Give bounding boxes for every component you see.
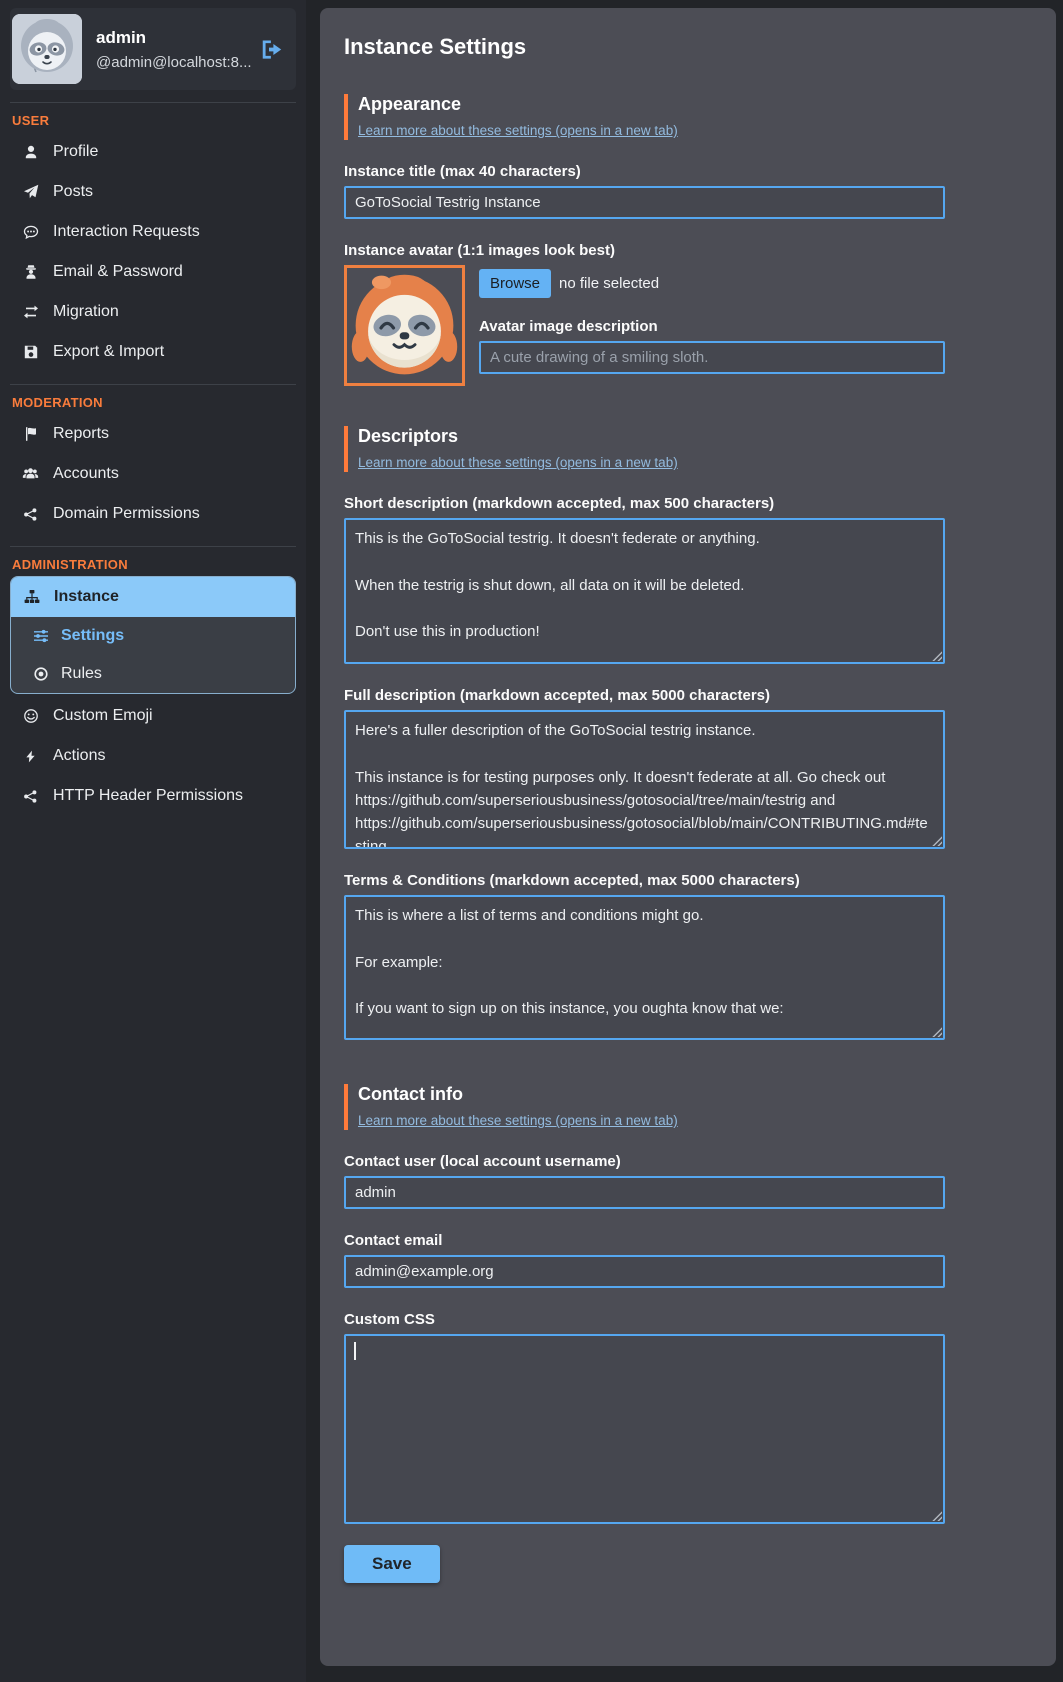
user-name: admin <box>96 27 147 47</box>
sliders-icon <box>33 628 49 644</box>
sidebar-item-label: Posts <box>53 183 94 200</box>
sidebar-item-custom-emoji[interactable] <box>10 696 296 736</box>
file-status-text: no file selected <box>559 275 660 292</box>
instance-title-input[interactable] <box>344 186 945 219</box>
field-short-description <box>344 495 945 664</box>
sidebar-item-label: Interaction Requests <box>53 223 200 240</box>
sidebar-item-profile[interactable] <box>10 132 296 172</box>
divider <box>10 384 296 385</box>
sidebar-item-rules[interactable] <box>11 655 295 693</box>
contact-email-input[interactable] <box>344 1255 945 1288</box>
share-nodes-icon <box>22 507 39 522</box>
sidebar-item-domain-permissions[interactable] <box>10 494 296 534</box>
sidebar-item-reports[interactable] <box>10 414 296 454</box>
section-appearance-title: Appearance <box>358 94 462 114</box>
sloth-avatar-orange-icon <box>347 268 462 383</box>
terms-label: Terms & Conditions (markdown accepted, max 5000 characters) <box>344 872 800 889</box>
section-title-user: USER <box>12 113 50 128</box>
sidebar-item-label: Rules <box>61 665 102 682</box>
user-handle: @admin@localhost:8... <box>96 53 252 71</box>
sidebar-item-label: Export & Import <box>53 343 165 360</box>
field-instance-avatar <box>344 242 945 386</box>
custom-css-label: Custom CSS <box>344 1311 435 1328</box>
user-avatar <box>12 14 82 84</box>
avatar-description-label: Avatar image description <box>479 318 658 335</box>
main-panel <box>320 8 1056 1666</box>
custom-css-textarea[interactable] <box>344 1334 945 1524</box>
instance-avatar-label: Instance avatar (1:1 images look best) <box>344 242 615 259</box>
section-descriptors-title: Descriptors <box>358 426 459 446</box>
sidebar-item-email-password[interactable] <box>10 252 296 292</box>
learn-more-link-contact[interactable]: Learn more about these settings (opens in a new tab) <box>358 1113 678 1128</box>
avatar-description-input[interactable] <box>479 341 945 374</box>
section-appearance <box>344 94 945 140</box>
section-contact-info-title: Contact info <box>358 1084 463 1104</box>
sidebar-item-migration[interactable] <box>10 292 296 332</box>
sidebar-item-label: Accounts <box>53 465 119 482</box>
divider <box>10 546 296 547</box>
sidebar <box>0 0 306 1682</box>
user-meta <box>96 27 252 71</box>
paper-plane-icon <box>22 184 39 200</box>
user-card[interactable] <box>10 8 296 90</box>
sidebar-item-instance[interactable] <box>11 577 295 617</box>
flag-icon <box>22 426 39 442</box>
section-descriptors <box>344 426 945 472</box>
browse-button[interactable]: Browse <box>479 269 551 298</box>
contact-email-label: Contact email <box>344 1232 443 1249</box>
short-description-label: Short description (markdown accepted, max 500 characters) <box>344 495 775 512</box>
bolt-icon <box>22 749 39 764</box>
learn-more-link-appearance[interactable]: Learn more about these settings (opens in a new tab) <box>358 123 678 138</box>
sitemap-icon <box>23 589 40 605</box>
divider <box>10 102 296 103</box>
field-terms <box>344 872 945 1040</box>
save-button[interactable]: Save <box>344 1545 440 1583</box>
circle-dot-icon <box>33 666 49 682</box>
sidebar-item-label: Settings <box>61 627 125 644</box>
sidebar-item-interaction-requests[interactable] <box>10 212 296 252</box>
sidebar-item-label: Reports <box>53 425 110 442</box>
sidebar-item-settings[interactable] <box>11 617 295 655</box>
user-icon <box>22 144 39 160</box>
instance-group <box>10 576 296 694</box>
sidebar-item-actions[interactable] <box>10 736 296 776</box>
sidebar-item-label: Domain Permissions <box>53 505 200 522</box>
full-description-textarea[interactable] <box>344 710 945 849</box>
contact-user-input[interactable] <box>344 1176 945 1209</box>
field-contact-email <box>344 1232 945 1288</box>
sidebar-item-label: Instance <box>54 588 119 605</box>
page-title: Instance Settings <box>344 34 527 59</box>
sidebar-item-label: Actions <box>53 747 106 764</box>
field-custom-css <box>344 1311 945 1524</box>
users-icon <box>22 466 39 483</box>
sidebar-item-export-import[interactable] <box>10 332 296 372</box>
sidebar-item-label: Migration <box>53 303 119 320</box>
learn-more-link-descriptors[interactable]: Learn more about these settings (opens in a new tab) <box>358 455 678 470</box>
sidebar-item-label: Custom Emoji <box>53 707 153 724</box>
section-title-moderation: MODERATION <box>12 395 103 410</box>
sloth-avatar-gray-icon <box>12 14 82 84</box>
user-secret-icon <box>22 264 39 280</box>
field-full-description <box>344 687 945 849</box>
instance-title-label: Instance title (max 40 characters) <box>344 163 581 180</box>
sidebar-item-label: Profile <box>53 143 99 160</box>
sign-out-icon[interactable] <box>259 37 288 62</box>
comment-dots-icon <box>22 224 39 240</box>
share-nodes-icon <box>22 789 39 804</box>
floppy-disk-icon <box>22 344 39 360</box>
sidebar-item-http-header-permissions[interactable] <box>10 776 296 816</box>
smile-icon <box>22 708 39 724</box>
sidebar-item-posts[interactable] <box>10 172 296 212</box>
terms-textarea[interactable] <box>344 895 945 1040</box>
sidebar-item-label: Email & Password <box>53 263 183 280</box>
contact-user-label: Contact user (local account username) <box>344 1153 621 1170</box>
field-contact-user <box>344 1153 945 1209</box>
full-description-label: Full description (markdown accepted, max 5000 characters) <box>344 687 770 704</box>
sidebar-item-accounts[interactable] <box>10 454 296 494</box>
field-instance-title <box>344 163 945 219</box>
section-title-administration: ADMINISTRATION <box>12 557 128 572</box>
sidebar-item-label: HTTP Header Permissions <box>53 787 243 804</box>
section-contact-info <box>344 1084 945 1130</box>
short-description-textarea[interactable] <box>344 518 945 664</box>
instance-avatar-image <box>344 265 465 386</box>
exchange-arrows-icon <box>22 304 39 320</box>
